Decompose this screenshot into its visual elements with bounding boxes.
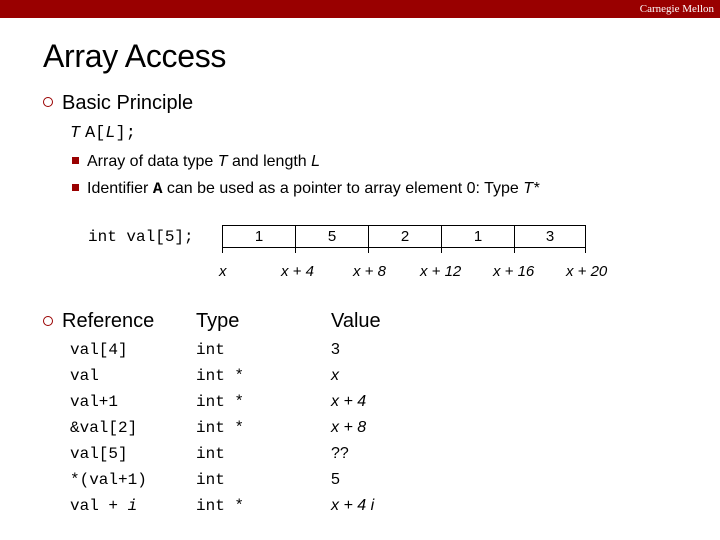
decl-end: ];	[115, 124, 136, 143]
row-value: x	[331, 367, 339, 384]
row-type: int *	[196, 393, 245, 411]
bullet1-T: T	[217, 153, 228, 170]
array-cell-2: 2	[369, 226, 442, 247]
decl-array: A[	[84, 124, 106, 143]
reference-heading: Reference	[62, 310, 155, 332]
row-value: x + 4	[331, 393, 367, 410]
row-type: int	[196, 471, 225, 489]
slide-title: Array Access	[43, 38, 227, 74]
array-declaration	[70, 122, 136, 144]
address-tick	[441, 244, 442, 253]
row-type: int *	[196, 419, 245, 437]
row-reference: &val[2]	[70, 419, 138, 437]
address-tick	[585, 244, 586, 253]
row-type: int	[196, 445, 225, 463]
circle-bullet-icon	[43, 97, 53, 107]
array-diagram	[222, 225, 586, 248]
row-value-index: i	[370, 497, 375, 514]
row-reference: val[5]	[70, 445, 128, 463]
array-cell-0: 1	[223, 226, 296, 247]
row-type: int *	[196, 497, 245, 515]
address-tick	[295, 244, 296, 253]
brand-label: Carnegie Mellon	[639, 3, 714, 15]
bullet1-pre: Array of data type	[87, 153, 218, 170]
address-label-2: x + 8	[353, 263, 386, 280]
address-label-1: x + 4	[281, 263, 314, 280]
array-cell-1: 5	[296, 226, 369, 247]
bullet2-mid: can be used as a pointer to array element 0: Type	[162, 180, 524, 197]
code-declaration: int val[5];	[88, 228, 194, 246]
circle-bullet-icon	[43, 316, 53, 326]
header-bar	[0, 0, 720, 18]
row-value: x + 8	[331, 419, 367, 436]
row-reference	[70, 496, 137, 516]
decl-type: T	[70, 124, 81, 143]
row-reference: *(val+1)	[70, 471, 147, 489]
array-cell-3: 1	[442, 226, 515, 247]
type-column-heading: Type	[196, 310, 240, 332]
bullet1-mid: and length	[227, 153, 312, 170]
bullet-identifier	[87, 179, 539, 199]
row-reference-index: i	[127, 497, 138, 515]
row-value: ??	[331, 445, 349, 462]
row-value	[331, 496, 374, 516]
row-reference: val	[70, 367, 99, 385]
bullet2-A: A	[152, 180, 163, 198]
row-reference: val[4]	[70, 341, 128, 359]
bullet-data-type	[87, 152, 320, 172]
row-type: int	[196, 341, 225, 359]
address-label-0: x	[219, 263, 227, 280]
decl-length: L	[105, 124, 116, 143]
bullet1-L: L	[311, 153, 321, 170]
bullet2-T: T*	[523, 180, 540, 197]
row-reference: val+1	[70, 393, 119, 411]
row-reference-base: val +	[70, 497, 128, 515]
square-bullet-icon	[72, 184, 79, 191]
address-tick	[222, 244, 223, 253]
array-cell-4: 3	[545, 228, 555, 245]
principle-heading: Basic Principle	[62, 92, 194, 114]
address-label-4: x + 16	[493, 263, 535, 280]
bullet2-pre: Identifier	[87, 180, 153, 197]
address-tick	[368, 244, 369, 253]
value-column-heading: Value	[331, 310, 381, 332]
row-type: int *	[196, 367, 245, 385]
row-value: 5	[331, 471, 340, 488]
address-label-3: x + 12	[420, 263, 462, 280]
square-bullet-icon	[72, 157, 79, 164]
address-tick	[514, 244, 515, 253]
address-label-5: x + 20	[566, 263, 608, 280]
row-value-base: x + 4	[331, 497, 371, 514]
row-value: 3	[331, 341, 340, 358]
